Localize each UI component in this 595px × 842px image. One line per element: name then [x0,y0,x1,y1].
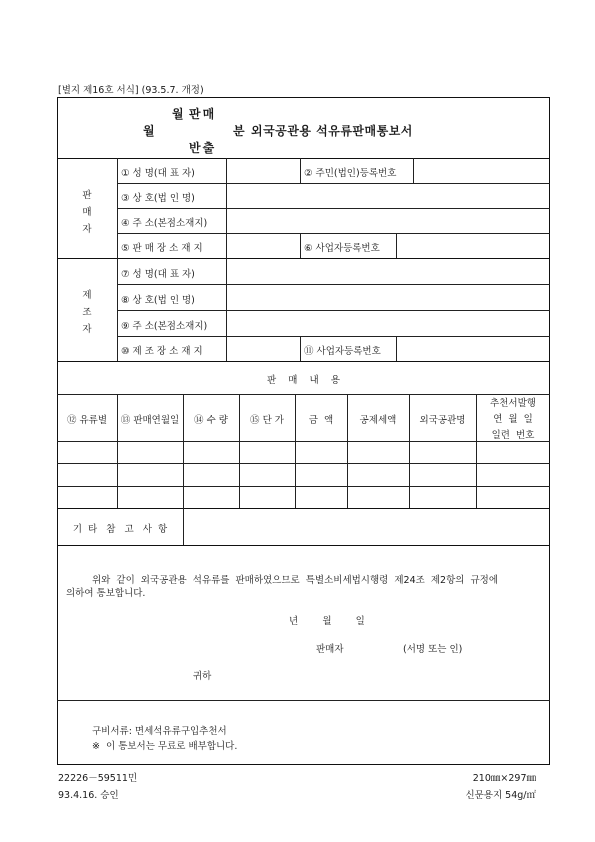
attachment-note: 구비서류: 면세석유류구입추천서 [92,726,227,737]
column-fuel-type: ⑫ 유류별 [66,415,108,426]
addressee-label: 귀하 [193,671,212,682]
seller-signature-label: 판매자 [316,644,344,655]
manufacturer-name-label: ⑦ 성 명(대 표 자) [121,269,195,280]
seller-resident-label: ② 주민(법인)등록번호 [304,168,397,179]
statement-date: 년 월 일 [289,616,365,627]
title-export: 반출 [189,141,217,155]
seller-place-label: ⑤ 판 매 장 소 재 지 [121,243,203,254]
seller-name-label: ① 성 명(대 표 자) [121,168,195,179]
free-distribution-note: ※ 이 통보서는 무료로 배부합니다. [92,741,238,752]
manufacturer-company-label: ⑧ 상 호(법 인 명) [121,295,195,306]
title-period: 분 [233,124,245,138]
seller-address-label: ④ 주 소(본점소재지) [121,218,208,229]
column-quantity: ⑭ 수 량 [194,415,228,426]
seller-company-label: ③ 상 호(법 인 명) [121,193,195,204]
column-unit-price: ⑮ 단 가 [250,415,284,426]
signature-note: (서명 또는 인) [403,644,463,655]
paper-size: 210㎜×297㎜ [472,773,536,784]
manufacturer-address-label: ⑨ 주 소(본점소재지) [121,321,208,332]
manufacturer-bizno-label: ⑪ 사업자등록번호 [304,346,381,357]
page-title: 외국공관용 석유류판매통보서 [251,124,413,138]
column-recommendation: 추천서발행 연 월 일 일련 번호 [490,398,536,441]
sales-section-title: 판 매 내 용 [267,375,340,386]
title-month: 월 [172,107,184,121]
column-sale-date: ⑬ 판매연월일 [120,415,180,426]
paper-type: 신문용지 54g/㎡ [465,790,536,801]
seller-bizno-label: ⑥ 사업자등록번호 [304,243,380,254]
column-deducted-tax: 공제세액 [359,415,397,426]
statement-line-1: 위와 같이 외국공관용 석유류를 판매하였으므로 특별소비세법시행령 제24조 제2항의 규정에 [92,575,498,586]
title-month-2: 월 [143,124,155,138]
form-number: [별지 제16호 서식] (93.5.7. 개정) [58,85,204,96]
statement-line-2: 의하여 통보합니다. [66,588,146,599]
column-embassy-name: 외국공관명 [419,415,466,426]
remarks-label: 기 타 참 고 사 항 [72,524,168,535]
seller-section-label: 판 매 자 [82,190,92,235]
approval-date: 93.4.16. 승인 [58,790,119,801]
title-sale: 판매 [189,107,217,121]
manufacturer-section-label: 제 조 자 [82,290,92,335]
form-code: 22226－59511민 [58,773,138,784]
column-amount: 금 액 [308,415,334,426]
manufacturer-place-label: ⑩ 제 조 장 소 재 지 [121,346,203,357]
